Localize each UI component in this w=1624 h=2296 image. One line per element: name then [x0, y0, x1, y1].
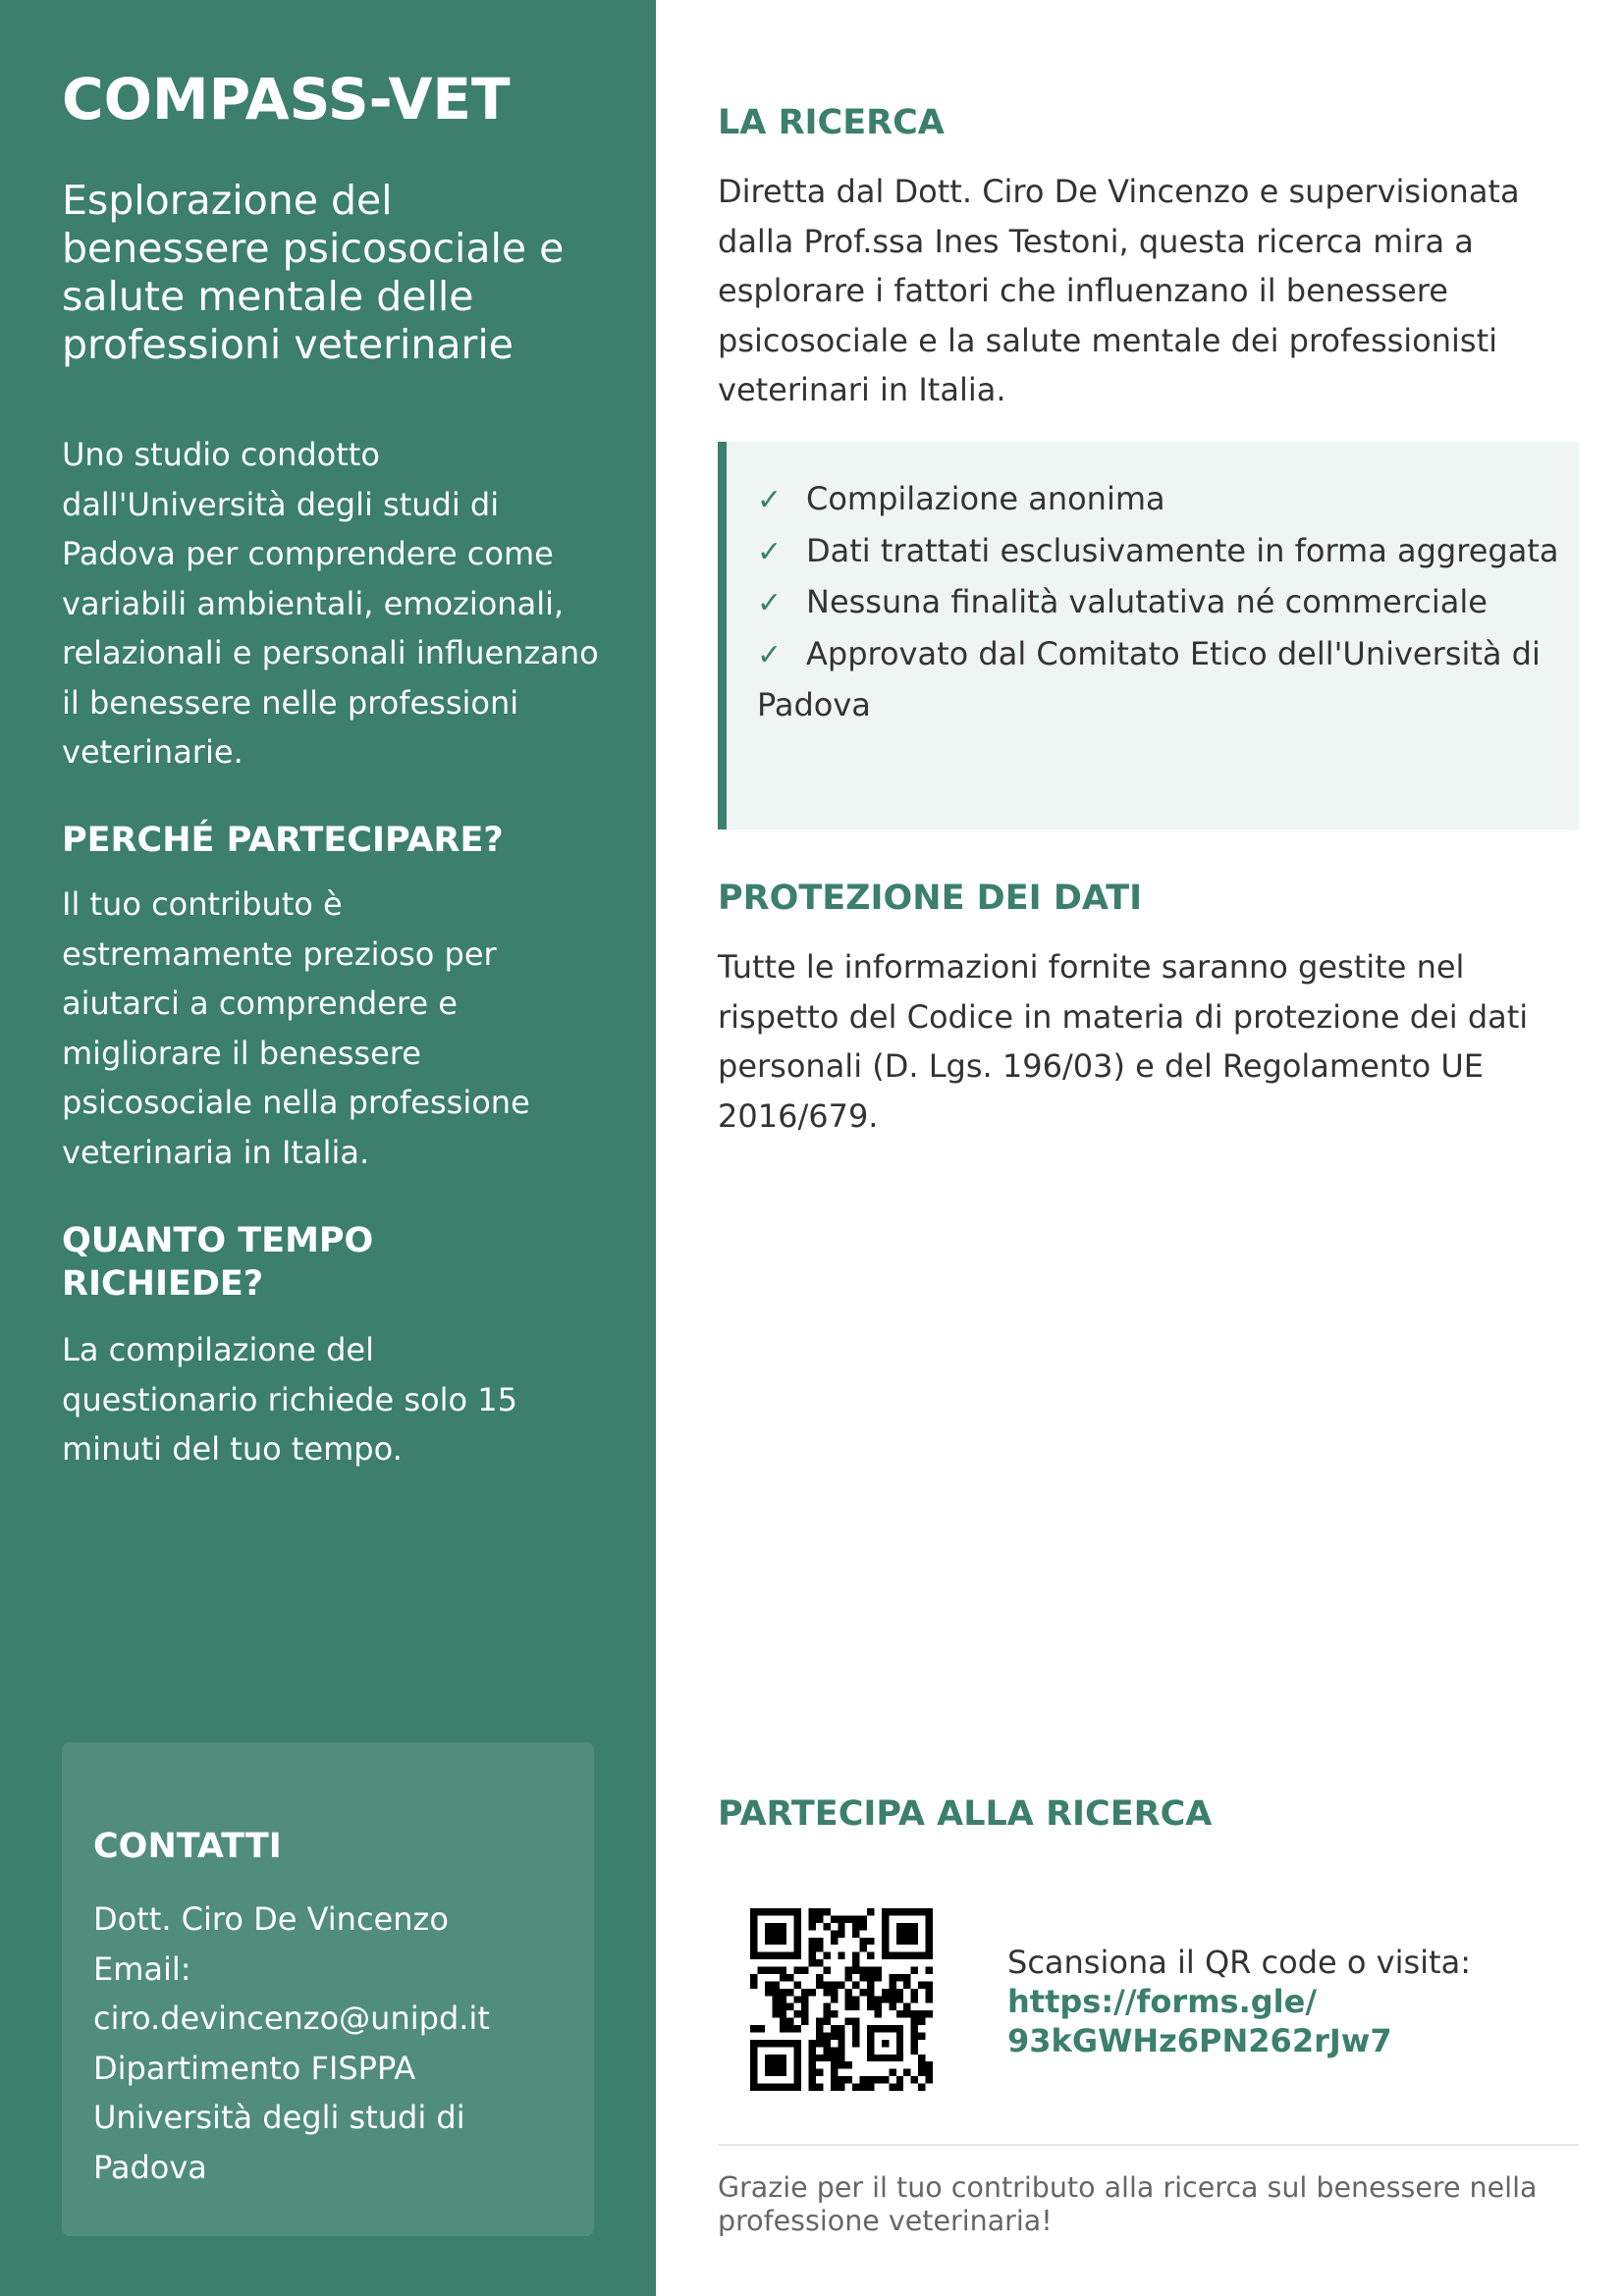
qr-module: [772, 2010, 779, 2017]
qr-module: [816, 2018, 823, 2025]
qr-module: [867, 2003, 874, 2010]
qr-module: [780, 1996, 786, 2002]
scan-instructions: [1007, 1943, 1557, 2060]
qr-module: [926, 2069, 933, 2076]
participate-heading: PARTECIPA ALLA RICERCA: [718, 1794, 1213, 1834]
qr-module: [838, 1915, 844, 1922]
qr-module: [926, 1908, 933, 1959]
qr-module: [786, 2025, 793, 2032]
qr-module: [831, 2061, 838, 2068]
privacy-heading: PROTEZIONE DEI DATI: [718, 879, 1143, 918]
qr-module: [867, 2084, 874, 2091]
qr-module: [896, 2010, 903, 2017]
qr-module: [852, 1915, 859, 1922]
qr-module: [831, 1915, 838, 1922]
qr-module: [816, 2055, 823, 2061]
contact-department: Dipartimento FISPPA: [93, 2049, 416, 2087]
guarantee-label: Compilazione anonima: [806, 480, 1165, 517]
qr-module: [882, 2076, 889, 2083]
qr-module: [896, 2076, 903, 2083]
qr-module: [882, 1989, 889, 1996]
qr-module: [860, 1989, 867, 1996]
qr-module: [750, 1952, 801, 1959]
qr-module: [816, 1938, 823, 1945]
qr-module: [794, 1981, 801, 1988]
contact-name: Dott. Ciro De Vincenzo: [93, 1900, 449, 1938]
research-heading: LA RICERCA: [718, 103, 945, 142]
qr-module: [838, 2032, 844, 2039]
qr-module: [867, 1989, 874, 1996]
qr-module: [809, 1989, 816, 1996]
qr-module: [889, 1981, 895, 1988]
qr-module: [852, 1959, 859, 1966]
qr-module: [889, 1989, 895, 1996]
qr-module: [852, 2032, 859, 2039]
qr-module: [794, 2010, 801, 2017]
qr-module: [816, 2069, 823, 2076]
qr-module: [896, 1996, 903, 2002]
qr-module: [809, 1908, 816, 1915]
qr-module: [816, 1981, 823, 1988]
qr-module: [838, 2055, 844, 2061]
qr-module: [867, 1974, 874, 1981]
qr-module: [867, 1952, 874, 1959]
qr-module: [750, 2040, 801, 2047]
qr-module: [911, 2018, 918, 2025]
contact-city: Padova: [93, 2148, 207, 2186]
qr-module: [926, 1967, 933, 1974]
qr-module: [809, 2040, 816, 2047]
qr-module: [838, 1930, 844, 1937]
qr-module: [794, 2040, 801, 2091]
qr-module: [874, 1974, 881, 1981]
qr-module: [860, 1915, 867, 1922]
qr-module: [911, 2025, 918, 2032]
qr-module: [845, 1967, 852, 1974]
qr-module: [867, 1938, 874, 1945]
qr-module: [911, 1989, 918, 1996]
qr-module: [816, 2032, 823, 2039]
qr-module: [918, 2010, 925, 2017]
qr-module: [911, 1967, 918, 1974]
qr-module: [823, 2032, 830, 2039]
qr-module: [750, 1974, 757, 1981]
qr-module: [750, 1908, 801, 1915]
qr-module: [765, 2055, 786, 2076]
contacts-box: [62, 1742, 594, 2236]
qr-module: [794, 1967, 801, 1974]
qr-module: [874, 2076, 881, 2083]
checkmark-icon: ✓: [757, 534, 783, 569]
qr-module: [903, 1981, 910, 1988]
qr-module: [838, 1923, 844, 1930]
qr-module: [860, 2084, 867, 2091]
guarantee-label: Nessuna finalità valutativa né commerciale: [806, 583, 1488, 620]
qr-module: [809, 2084, 816, 2091]
qr-module: [882, 1996, 889, 2002]
qr-module: [823, 2018, 830, 2025]
qr-module: [816, 1974, 823, 1981]
qr-module: [889, 2003, 895, 2010]
qr-module: [860, 1938, 867, 1945]
qr-module: [889, 2069, 895, 2076]
qr-module: [823, 2010, 830, 2017]
qr-module: [882, 1908, 889, 1959]
qr-module: [838, 2076, 844, 2083]
qr-module: [896, 2084, 903, 2091]
contact-university: Università degli studi di: [93, 2099, 465, 2136]
qr-module: [809, 1952, 816, 1959]
guarantee-item: [757, 577, 1562, 629]
qr-module: [765, 1989, 772, 1996]
qr-module: [780, 2010, 786, 2017]
qr-module: [750, 2025, 757, 2032]
qr-module: [801, 1989, 808, 1996]
qr-module: [831, 1981, 838, 1988]
qr-module: [838, 2040, 844, 2047]
guarantees-list: [757, 474, 1562, 730]
qr-module: [772, 1981, 779, 1988]
qr-module: [889, 2084, 895, 2091]
qr-module: [786, 1989, 793, 1996]
qr-module: [867, 1996, 874, 2002]
qr-module: [896, 1974, 903, 1981]
qr-module: [903, 2010, 910, 2017]
qr-module: [852, 2018, 859, 2025]
qr-module: [809, 1923, 816, 1930]
qr-module: [882, 2040, 889, 2047]
qr-module: [750, 2084, 801, 2091]
qr-module: [845, 2003, 852, 2010]
qr-module: [750, 1908, 757, 1959]
qr-module: [765, 1967, 772, 1974]
qr-module: [823, 1981, 830, 1988]
contact-email-label: Email:: [93, 1949, 191, 1988]
qr-module: [780, 2003, 786, 2010]
qr-module: [786, 1974, 793, 1981]
sidebar-panel: [0, 0, 656, 2296]
qr-module: [852, 2040, 859, 2047]
qr-module: [845, 1996, 852, 2002]
qr-module: [801, 2003, 808, 2010]
qr-module: [823, 1967, 830, 1974]
qr-module: [765, 1923, 786, 1945]
qr-module: [926, 2076, 933, 2083]
qr-module: [896, 1923, 918, 1945]
qr-module: [926, 1996, 933, 2002]
guarantee-item: [757, 474, 1562, 526]
qr-module: [809, 2061, 816, 2068]
qr-module: [838, 1952, 844, 1959]
qr-module: [809, 1938, 816, 1945]
qr-module: [831, 2084, 838, 2091]
survey-link-line1[interactable]: https://forms.gle/: [1007, 1983, 1317, 2020]
why-text: Il tuo contributo è estremamente prezioso per aiutarci a comprendere e migliorare il benessere psicosociale nella professione veterinaria in Italia.: [62, 885, 530, 1171]
qr-module: [809, 2055, 816, 2061]
qr-module: [838, 2084, 844, 2091]
qr-module: [838, 1981, 844, 1988]
qr-module: [801, 2018, 808, 2025]
qr-module: [823, 2047, 830, 2054]
qr-module: [852, 2084, 859, 2091]
contacts-heading: CONTATTI: [93, 1827, 282, 1866]
qr-module: [750, 1981, 757, 1988]
qr-module: [801, 1967, 808, 1974]
qr-module: [860, 1945, 867, 1951]
qr-module: [780, 1974, 786, 1981]
qr-module: [911, 2040, 918, 2047]
qr-module: [823, 2040, 830, 2047]
guarantee-item: [757, 526, 1562, 578]
qr-module: [918, 2084, 925, 2091]
qr-module: [809, 2076, 816, 2083]
qr-module: [911, 2010, 918, 2017]
qr-module: [860, 2076, 867, 2083]
qr-module: [780, 2025, 786, 2032]
qr-module: [852, 2025, 859, 2032]
survey-link-line2[interactable]: 93kGWHz6PN262rJw7: [1007, 2022, 1392, 2059]
qr-module: [831, 1989, 838, 1996]
qr-module: [780, 2018, 786, 2025]
qr-module: [882, 1908, 933, 1915]
qr-code-icon[interactable]: [750, 1908, 933, 2091]
qr-module: [867, 1908, 874, 1915]
qr-module: [926, 2061, 933, 2068]
qr-module: [823, 2055, 830, 2061]
qr-module: [816, 1959, 823, 1966]
time-heading: QUANTO TEMPO RICHIEDE?: [62, 1221, 374, 1304]
qr-module: [809, 1945, 816, 1951]
qr-module: [838, 2025, 844, 2032]
qr-module: [911, 2032, 918, 2039]
contacts-details: [93, 1895, 490, 2192]
qr-module: [845, 1974, 852, 1981]
qr-module: [831, 2010, 838, 2017]
qr-module: [845, 1915, 852, 1922]
qr-module: [918, 2018, 925, 2025]
qr-module: [809, 2047, 816, 2054]
qr-module: [786, 2018, 793, 2025]
qr-module: [852, 1981, 859, 1988]
qr-module: [780, 1989, 786, 1996]
qr-module: [918, 2061, 925, 2068]
research-text: Diretta dal Dott. Ciro De Vincenzo e supervisionata dalla Prof.ssa Ines Testoni, questa ricerca mira a esplorare i fattori che influenzano il benessere psicosociale e la salute mentale dei professionisti veterinari in Italia.: [718, 173, 1520, 408]
guarantee-item: [757, 629, 1562, 730]
qr-module: [772, 2003, 779, 2010]
qr-module: [926, 2010, 933, 2017]
qr-module: [903, 2069, 910, 2076]
privacy-text: Tutte le informazioni fornite saranno gestite nel rispetto del Codice in materia di protezione dei dati personali (D. Lgs. 196/03) e del Regolamento UE 2016/679.: [718, 948, 1529, 1135]
qr-module: [918, 1981, 925, 1988]
qr-module: [867, 2025, 874, 2061]
qr-module: [860, 1974, 867, 1981]
why-heading: PERCHÉ PARTECIPARE?: [62, 821, 504, 860]
qr-module: [845, 2018, 852, 2025]
qr-module: [874, 2010, 881, 2017]
qr-module: [918, 2069, 925, 2076]
qr-module: [809, 2069, 816, 2076]
qr-module: [780, 1967, 786, 1974]
qr-module: [816, 2040, 823, 2047]
poster-subtitle: Esplorazione del benessere psicosociale e salute mentale delle professioni veterinarie: [62, 177, 565, 368]
qr-module: [926, 1989, 933, 1996]
qr-module: [874, 1996, 881, 2002]
qr-module: [809, 1959, 816, 1966]
footer-divider: [718, 2144, 1579, 2146]
qr-module: [801, 2010, 808, 2017]
qr-module: [874, 1967, 881, 1974]
qr-module: [794, 1996, 801, 2002]
qr-module: [823, 1923, 830, 1930]
qr-module: [757, 2025, 764, 2032]
qr-module: [867, 1967, 874, 1974]
qr-module: [831, 1930, 838, 1937]
qr-module: [852, 1930, 859, 1937]
qr-module: [831, 2076, 838, 2083]
qr-module: [852, 1952, 859, 1959]
qr-module: [889, 1996, 895, 2002]
qr-module: [911, 2047, 918, 2054]
intro-text: Uno studio condotto dall'Università degli studi di Padova per comprendere come variabili ambientali, emozionali, relazionali e personali influenzano il benessere nelle professioni veterinarie.: [62, 436, 599, 771]
qr-module: [831, 1996, 838, 2002]
qr-module: [838, 2047, 844, 2054]
qr-module: [911, 2076, 918, 2083]
contact-email-link[interactable]: ciro.devincenzo@unipd.it: [93, 2000, 490, 2037]
qr-module: [838, 2061, 844, 2068]
checkmark-icon: ✓: [757, 586, 783, 620]
qr-module: [757, 1967, 764, 1974]
qr-module: [852, 1923, 859, 1930]
qr-module: [831, 2025, 838, 2032]
qr-module: [816, 1915, 823, 1922]
qr-module: [918, 2032, 925, 2039]
qr-module: [903, 1974, 910, 1981]
qr-module: [918, 2055, 925, 2061]
checkmark-icon: ✓: [757, 637, 783, 672]
qr-module: [816, 1945, 823, 1951]
scan-text: Scansiona il QR code o visita:: [1007, 1944, 1471, 1981]
qr-module: [765, 1981, 772, 1988]
qr-module: [896, 1989, 903, 1996]
survey-link[interactable]: [1007, 1982, 1557, 2060]
qr-module: [809, 1915, 816, 1922]
qr-module: [801, 1996, 808, 2002]
guarantees-panel: [718, 442, 1579, 829]
thanks-text: Grazie per il tuo contributo alla ricerca sul benessere nella professione veterinaria!: [718, 2171, 1538, 2237]
qr-module: [772, 1989, 779, 1996]
qr-module: [823, 2003, 830, 2010]
qr-module: [772, 1996, 779, 2002]
qr-module: [794, 1908, 801, 1959]
qr-module: [845, 1989, 852, 1996]
qr-module: [831, 2047, 838, 2054]
qr-module: [860, 1923, 867, 1930]
qr-module: [794, 2025, 801, 2032]
qr-module: [816, 2025, 823, 2032]
qr-module: [831, 2032, 838, 2039]
qr-module: [823, 1989, 830, 1996]
qr-module: [852, 1967, 859, 1974]
qr-module: [831, 1938, 838, 1945]
qr-module: [911, 1996, 918, 2002]
poster-title: COMPASS-VET: [62, 66, 511, 133]
time-text: La compilazione del questionario richiede solo 15 minuti del tuo tempo.: [62, 1331, 517, 1468]
qr-module: [845, 2076, 852, 2083]
qr-module: [823, 1908, 830, 1915]
qr-module: [786, 2003, 793, 2010]
qr-module: [867, 2076, 874, 2083]
qr-module: [882, 1952, 933, 1959]
qr-module: [852, 1996, 859, 2002]
qr-module: [845, 2061, 852, 2068]
qr-module: [750, 2040, 757, 2091]
qr-module: [896, 2025, 903, 2061]
qr-module: [772, 1967, 779, 1974]
qr-module: [831, 2069, 838, 2076]
qr-module: [889, 1974, 895, 1981]
qr-module: [852, 2003, 859, 2010]
qr-module: [831, 2055, 838, 2061]
qr-module: [816, 2084, 823, 2091]
qr-module: [926, 1981, 933, 1988]
qr-module: [874, 2003, 881, 2010]
qr-module: [903, 2003, 910, 2010]
qr-module: [823, 1952, 830, 1959]
qr-module: [860, 1967, 867, 1974]
guarantee-label: Dati trattati esclusivamente in forma aggregata: [806, 531, 1559, 569]
qr-module: [867, 1981, 874, 1988]
checkmark-icon: ✓: [757, 483, 783, 517]
guarantee-label: Approvato dal Comitato Etico dell'Università di Padova: [757, 634, 1541, 723]
qr-module: [816, 1908, 823, 1915]
